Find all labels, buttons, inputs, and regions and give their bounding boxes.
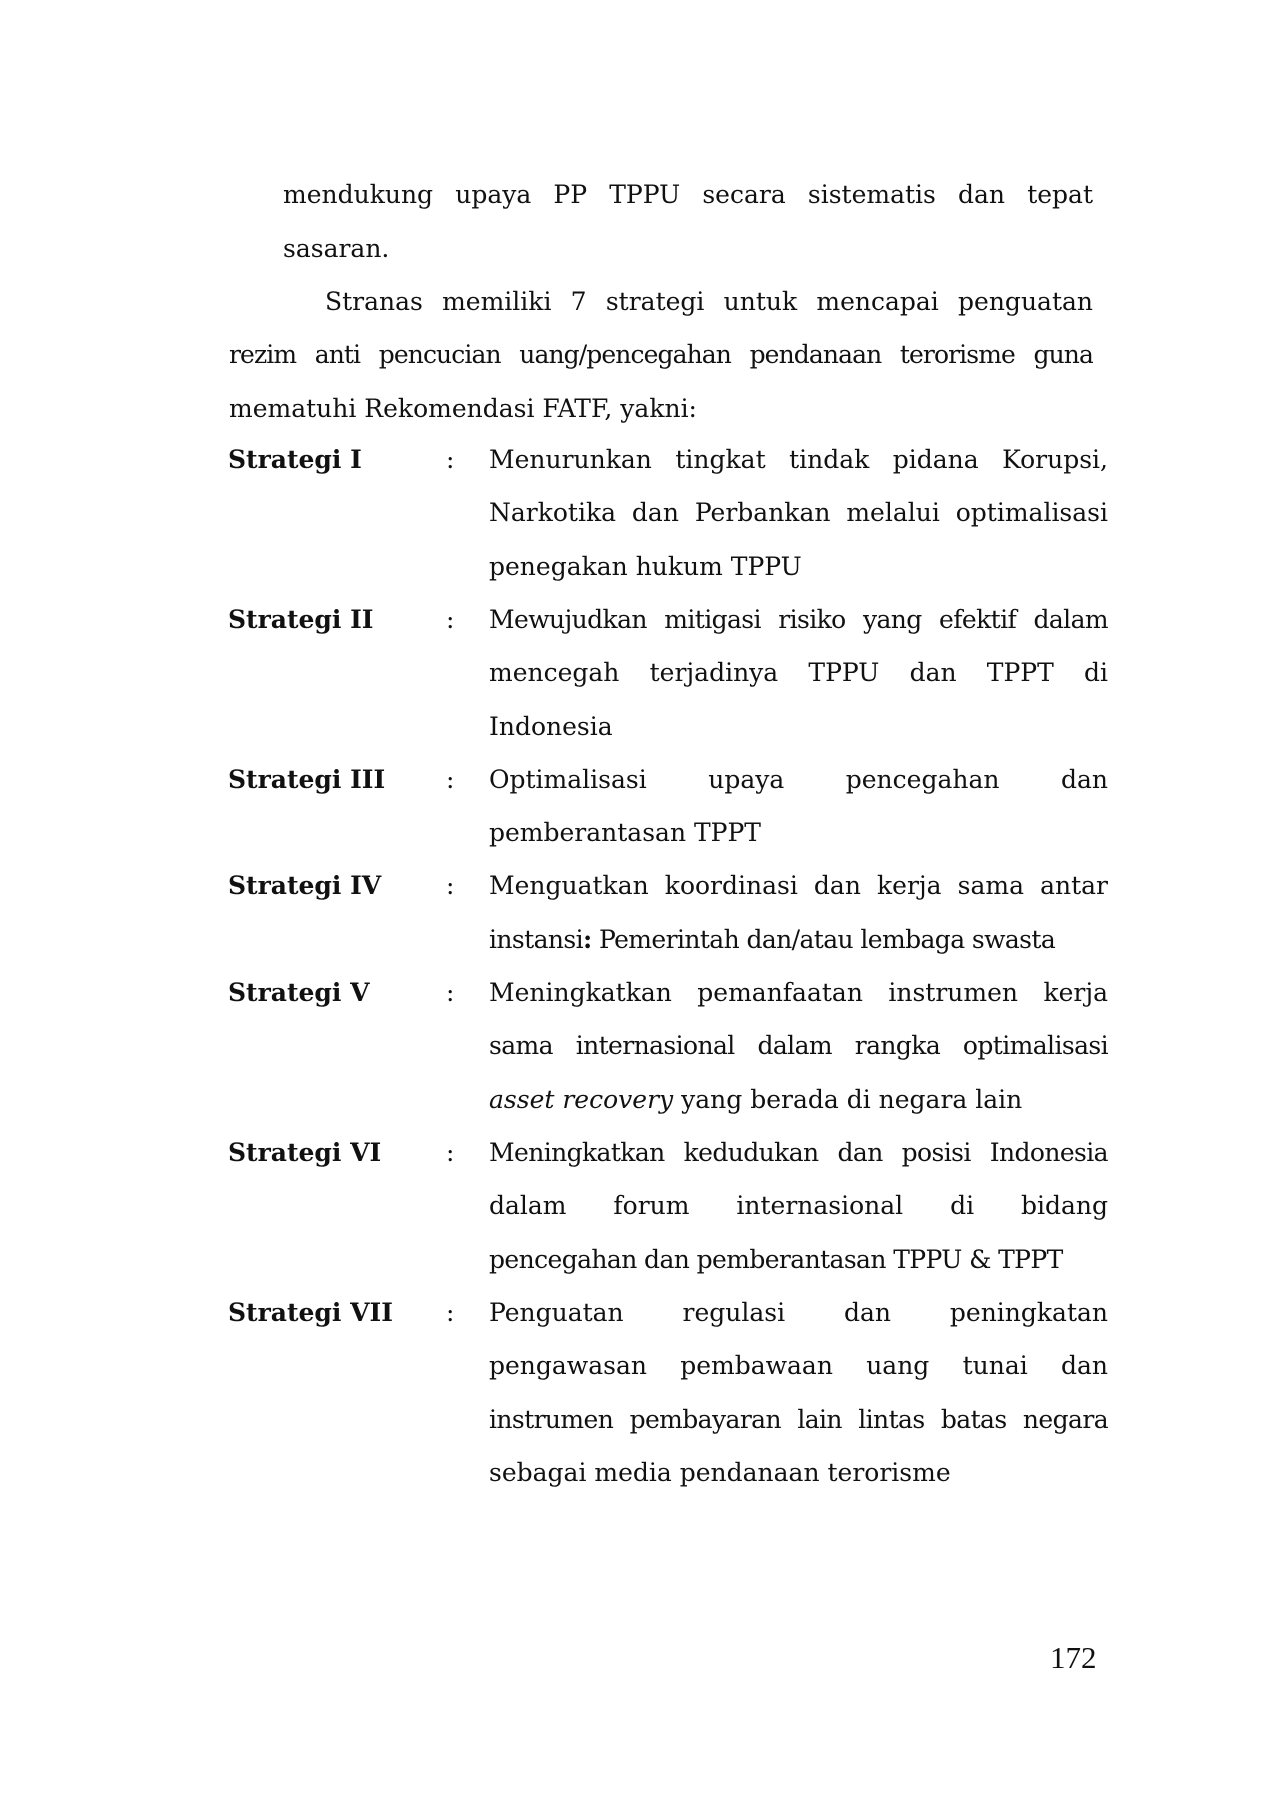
strategy-6-line-2: dalam forum internasional di bidang [489,1191,1108,1220]
strategy-6-line-1: Meningkatkan kedudukan dan posisi Indonesia [489,1138,1108,1167]
strategy-7-line-1: Penguatan regulasi dan peningkatan [489,1298,1108,1327]
strategy-4-line-2 [489,925,1108,955]
strategy-5-line-3-text: yang berada di negara lain [681,1085,1023,1114]
strategy-7-line-4: sebagai media pendanaan terorisme [489,1458,951,1487]
strategy-5-line-2: sama internasional dalam rangka optimalisasi [489,1031,1108,1060]
strategy-3-line-1: Optimalisasi upaya pencegahan dan [489,765,1108,794]
strategy-4-line-2-prefix: instansi [489,925,584,954]
strategy-colon-4: : [446,871,455,900]
strategy-colon-2: : [446,605,455,634]
strategy-4-bold-colon: : [583,925,592,954]
strategy-7-line-3: instrumen pembayaran lain lintas batas negara [489,1405,1108,1434]
strategy-label-3: Strategi III [228,765,386,794]
strategy-label-2: Strategi II [228,605,374,634]
strategy-5-line-1: Meningkatkan pemanfaatan instrumen kerja [489,978,1108,1007]
intro-line-2: sasaran. [283,234,390,263]
strategy-label-1: Strategi I [228,445,362,474]
strategy-5-line-3 [489,1085,1108,1115]
strategy-3-line-2: pemberantasan TPPT [489,818,761,847]
lead-line-2: rezim anti pencucian uang/pencegahan pendanaan terorisme guna [229,340,1093,369]
strategy-4-line-1: Menguatkan koordinasi dan kerja sama antar [489,871,1108,900]
strategy-colon-5: : [446,978,455,1007]
strategy-label-5: Strategi V [228,978,370,1007]
strategy-4-line-2-text: Pemerintah dan/atau lembaga swasta [599,925,1056,954]
strategy-colon-7: : [446,1298,455,1327]
strategy-7-line-2: pengawasan pembawaan uang tunai dan [489,1351,1108,1380]
strategy-5-italic-term: asset recovery [489,1085,674,1114]
strategy-colon-6: : [446,1138,455,1167]
strategy-1-line-2: Narkotika dan Perbankan melalui optimalisasi [489,498,1108,527]
strategy-label-4: Strategi IV [228,871,382,900]
intro-line-1: mendukung upaya PP TPPU secara sistematis dan tepat [283,180,1093,209]
strategy-colon-1: : [446,445,455,474]
strategy-2-line-3: Indonesia [489,712,613,741]
strategy-label-6: Strategi VI [228,1138,382,1167]
strategy-2-line-2: mencegah terjadinya TPPU dan TPPT di [489,658,1108,687]
page-number: 172 [1050,1640,1097,1675]
strategy-label-7: Strategi VII [228,1298,393,1327]
lead-line-1: Stranas memiliki 7 strategi untuk mencapai penguatan [325,287,1093,316]
strategy-colon-3: : [446,765,455,794]
lead-line-3: mematuhi Rekomendasi FATF, yakni: [229,394,697,423]
strategy-6-line-3: pencegahan dan pemberantasan TPPU & TPPT [489,1245,1063,1274]
strategy-2-line-1: Mewujudkan mitigasi risiko yang efektif dalam [489,605,1108,634]
strategy-1-line-1: Menurunkan tingkat tindak pidana Korupsi, [489,445,1108,474]
strategy-1-line-3: penegakan hukum TPPU [489,552,802,581]
